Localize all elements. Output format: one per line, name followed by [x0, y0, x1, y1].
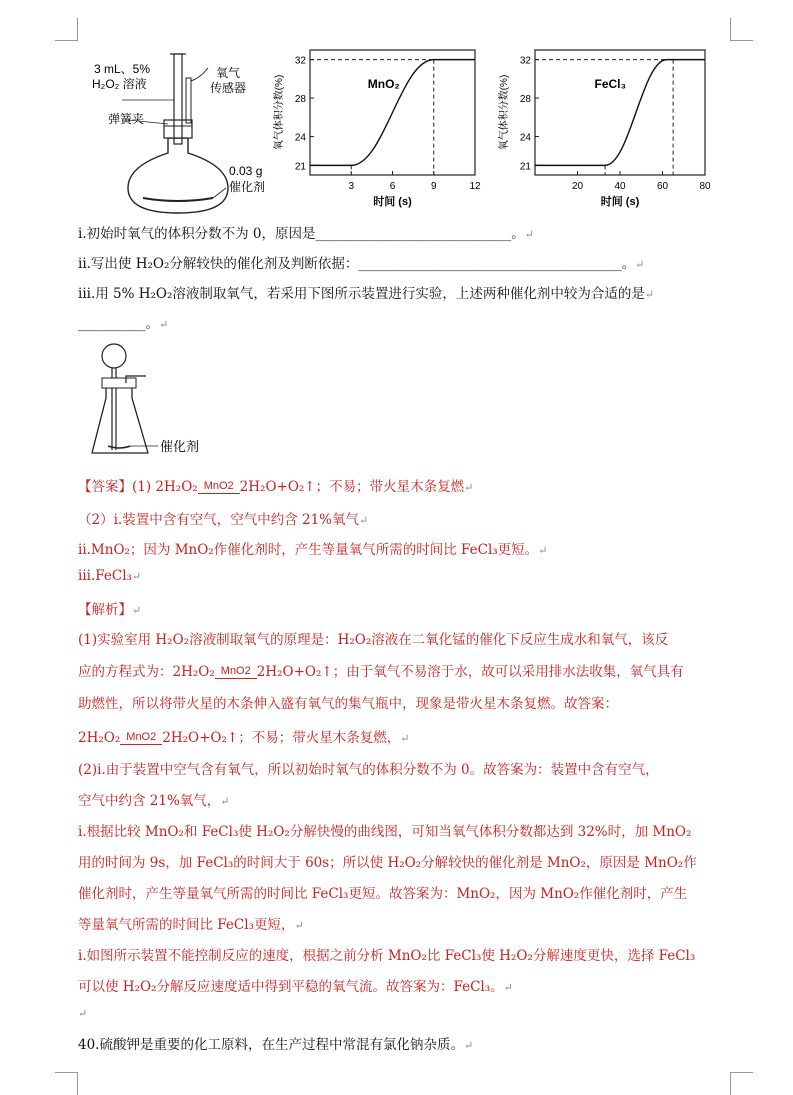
label-solution-2: H₂O₂ 溶液 — [92, 77, 147, 91]
series-line — [310, 60, 475, 166]
answer-line-2: （2）i.装置中含有空气，空气中约含 21%氧气↵ — [78, 512, 369, 528]
x-tick-label: 80 — [699, 181, 711, 192]
label-catalyst-mass: 0.03 g — [229, 164, 263, 178]
analysis-p3d: 等量氧气所需的时间比 FeCl₃更短，↵ — [78, 917, 304, 933]
x-tick-label: 6 — [389, 181, 396, 192]
series-line — [535, 60, 705, 166]
chart-title: MnO₂ — [367, 77, 400, 91]
analysis-p1c: 助燃性，所以将带火星的木条伸入盛有氧气的集气瓶中，现象是带火星木条复燃。故答案： — [78, 696, 618, 712]
label-solution: 3 mL、5% — [94, 62, 151, 76]
answer-heading: 【答案】 — [78, 479, 132, 495]
y-tick-label: 24 — [294, 132, 306, 144]
question-iii-blank: __________。↵ — [78, 316, 169, 332]
chart-fecl3 — [495, 42, 720, 212]
x-tick-label: 3 — [348, 181, 355, 192]
x-tick-label: 40 — [614, 181, 626, 192]
analysis-p3b: 用的时间为 9s，加 FeCl₃的时间大于 60s；所以使 H₂O₂分解较快的催化剂是 MnO₂，原因是 MnO₂作 — [78, 855, 697, 871]
label-sensor-2: 传感器 — [210, 81, 247, 95]
y-tick-label: 24 — [519, 132, 531, 144]
x-tick-label: 20 — [571, 181, 584, 192]
analysis-p1d: 2H₂O₂ MnO2 2H₂O+O₂↑；不易；带火星木条复燃，↵ — [78, 730, 410, 746]
apparatus-2-drawing — [88, 338, 228, 463]
apparatus-figure-2 — [88, 338, 228, 463]
empty-paragraph: ↵ — [78, 1007, 88, 1020]
y-tick-label: 32 — [519, 55, 531, 67]
x-tick-label: 12 — [469, 181, 481, 192]
x-axis-label: 时间 (s) — [600, 196, 640, 208]
label-clamp: 弹簧夹 — [108, 112, 145, 126]
analysis-heading: 【解析】↵ — [78, 602, 142, 618]
question-iii: iii.用 5% H₂O₂溶液制取氧气，若采用下图所示装置进行实验，上述两种催化剂中较为合适的是↵ — [78, 286, 655, 302]
x-axis-label: 时间 (s) — [373, 196, 412, 208]
analysis-p1a: (1)实验室用 H₂O₂溶液制取氧气的原理是：H₂O₂溶液在二氧化锰的催化下反应生成水和氧气，该反 — [78, 632, 669, 648]
y-tick-label: 21 — [519, 161, 531, 173]
analysis-p3c: 催化剂时，产生等量氧气所需的时间比 FeCl₃更短。故答案为：MnO₂，因为 MnO₂作催化剂时，产生 — [78, 886, 688, 902]
corner-mark-top-left — [55, 18, 78, 41]
apparatus-2-label: 催化剂 — [160, 439, 200, 454]
analysis-p4b: 可以使 H₂O₂分解反应速度适中得到平稳的氧气流。故答案为：FeCl₃。↵ — [78, 979, 513, 995]
question-ii: ii.写出使 H₂O₂分解较快的催化剂及判断依据：_______________________________________。↵ — [78, 256, 645, 272]
analysis-p4a: i.如图所示装置不能控制反应的速度，根据之前分析 MnO₂比 FeCl₃使 H₂O₂分解速度更快，选择 FeCl₃ — [78, 948, 696, 964]
y-tick-label: 28 — [294, 94, 306, 106]
question-i: i.初始时氧气的体积分数不为 0，原因是_____________________________。↵ — [78, 226, 534, 242]
corner-mark-top-right — [730, 18, 753, 41]
y-tick-label: 32 — [294, 55, 306, 67]
y-axis-label: 氧气体积分数(%) — [499, 74, 510, 151]
analysis-p2b: 空气中约含 21%氧气，↵ — [78, 793, 230, 809]
apparatus-drawing — [88, 48, 268, 218]
label-catalyst: 催化剂 — [229, 180, 266, 194]
answer-line-3: ii.MnO₂；因为 MnO₂作催化剂时，产生等量氧气所需的时间比 FeCl₃更短。↵ — [78, 542, 548, 558]
corner-mark-bottom-right — [730, 1072, 753, 1095]
chart-mno2 — [270, 42, 485, 212]
answer-line-4: iii.FeCl₃↵ — [78, 568, 142, 584]
x-tick-label: 9 — [430, 181, 437, 192]
analysis-p3a: i.根据比较 MnO₂和 FeCl₃使 H₂O₂分解快慢的曲线图，可知当氧气体积分数都达到 32%时，加 MnO₂ — [78, 824, 692, 840]
x-tick-label: 60 — [656, 181, 669, 192]
plot-frame — [535, 50, 705, 175]
apparatus-figure — [88, 48, 268, 218]
analysis-p2a: (2)i.由于装置中空气含有氧气，所以初始时氧气的体积分数不为 0。故答案为：装置中含有空气， — [78, 762, 659, 778]
answer-line-1: 【答案】(1) 2H₂O₂ MnO2 2H₂O+O₂↑；不易；带火星木条复燃↵ — [78, 479, 474, 495]
analysis-p1b: 应的方程式为：2H₂O₂ MnO2 2H₂O+O₂↑；由于氧气不易溶于水，故可以采用排水法收集，氧气具有 — [78, 664, 684, 680]
reaction-condition: MnO2 — [198, 481, 240, 494]
chart-title: FeCl₃ — [594, 77, 627, 91]
next-question: 40.硫酸钾是重要的化工原料，在生产过程中常混有氯化钠杂质。↵ — [78, 1037, 474, 1053]
corner-mark-bottom-left — [55, 1072, 78, 1095]
y-tick-label: 21 — [294, 161, 306, 173]
y-tick-label: 28 — [519, 94, 531, 106]
label-sensor: 氧气 — [216, 66, 241, 80]
y-axis-label: 氧气体积分数(%) — [274, 74, 285, 151]
